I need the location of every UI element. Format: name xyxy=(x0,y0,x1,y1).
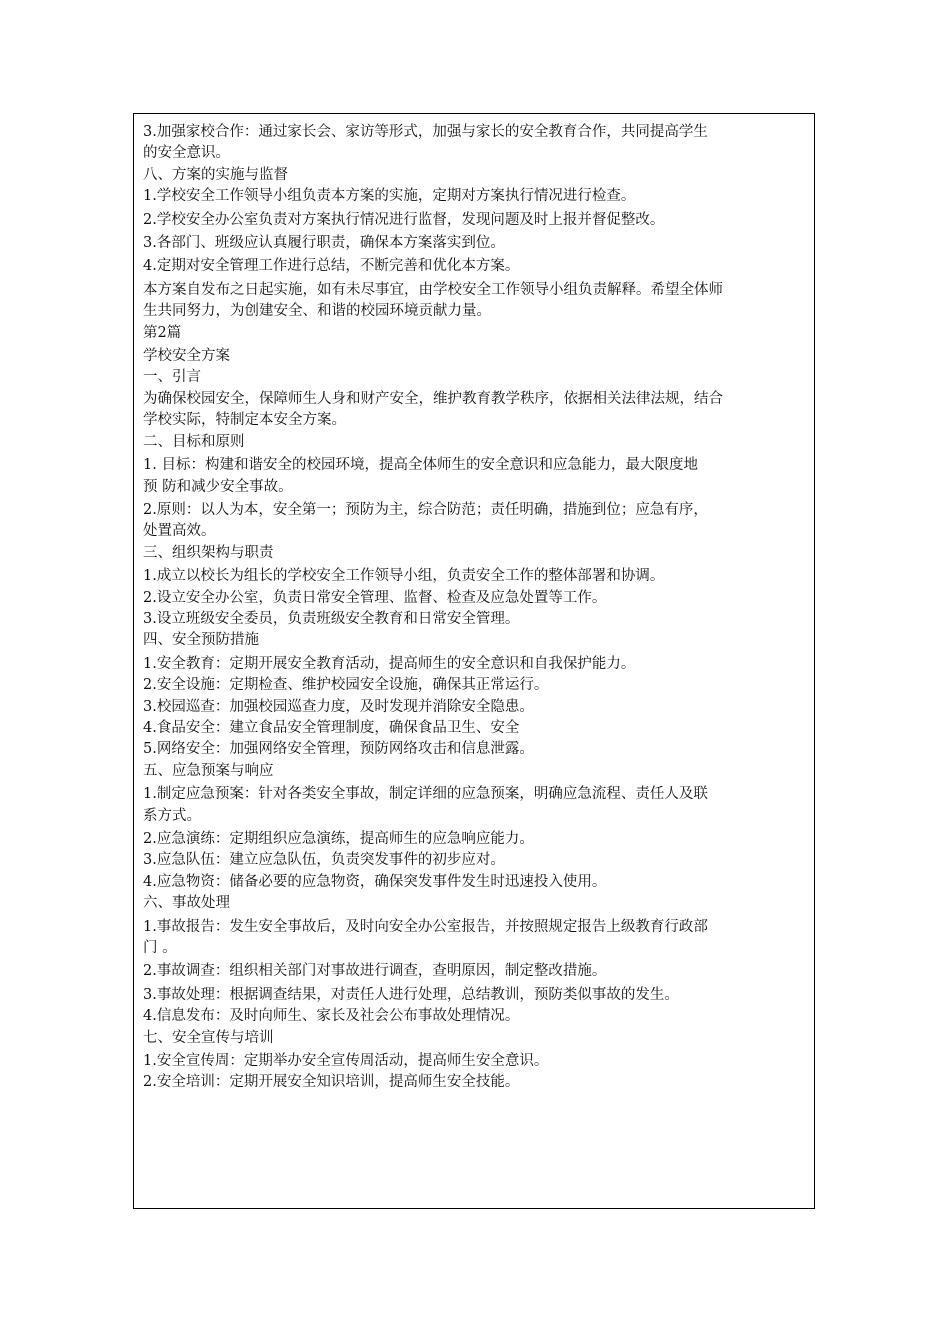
section-heading: 二、目标和原则 xyxy=(143,433,245,450)
section-heading: 八、方案的实施与监督 xyxy=(143,166,288,183)
list-item: 2.事故调查：组织相关部门对事故进行调查，查明原因，制定整改措施。 xyxy=(143,963,607,980)
document-body xyxy=(143,122,807,1094)
list-item: 3.校园巡查：加强校园巡查力度，及时发现并消除安全隐患。 xyxy=(143,698,534,715)
list-item: 1. 目标：构建和谐安全的校园环境，提高全体师生的安全意识和应急能力，最大限度地 xyxy=(143,457,698,474)
text-line: 处置高效。 xyxy=(143,523,216,540)
list-item: 1.安全宣传周：定期举办安全宣传周活动，提高师生安全意识。 xyxy=(143,1053,549,1070)
text-line: 门 。 xyxy=(143,940,177,957)
text-line: 生共同努力，为创建安全、和谐的校园环境贡献力量。 xyxy=(143,303,491,320)
part-heading: 第2篇 xyxy=(143,324,182,341)
text-line: 预 防和减少安全事故。 xyxy=(143,478,293,495)
section-heading: 五、应急预案与响应 xyxy=(143,762,274,779)
section-heading: 四、安全预防措施 xyxy=(143,632,259,649)
section-heading: 一、引言 xyxy=(143,369,201,386)
list-item: 4.信息发布：及时向师生、家长及社会公布事故处理情况。 xyxy=(143,1008,520,1025)
list-item: 3.应急队伍：建立应急队伍，负责突发事件的初步应对。 xyxy=(143,852,505,869)
list-item: 2.安全培训：定期开展安全知识培训，提高师生安全技能。 xyxy=(143,1074,520,1091)
list-item: 2.应急演练：定期组织应急演练，提高师生的应急响应能力。 xyxy=(143,831,534,847)
list-item: 3.各部门、班级应认真履行职责，确保本方案落实到位。 xyxy=(143,235,505,252)
list-item: 2.原则：以人为本，安全第一；预防为主，综合防范；责任明确，措施到位；应急有序， xyxy=(143,501,708,518)
section-heading: 七、安全宣传与培训 xyxy=(143,1029,274,1046)
document-frame xyxy=(133,113,815,1209)
list-item: 4.应急物资：储备必要的应急物资，确保突发事件发生时迅速投入使用。 xyxy=(143,873,607,890)
list-item: 2.设立安全办公室，负责日常安全管理、监督、检查及应急处置等工作。 xyxy=(143,589,607,606)
list-item: 4.定期对安全管理工作进行总结，不断完善和优化本方案。 xyxy=(143,258,520,275)
text-line: 系方式。 xyxy=(143,807,201,824)
list-item: 3.事故处理：根据调查结果，对责任人进行处理，总结教训，预防类似事故的发生。 xyxy=(143,986,679,1003)
list-item: 2.安全设施：定期检查、维护校园安全设施，确保其正常运行。 xyxy=(143,677,549,694)
text-line: 3.加强家校合作：通过家长会、家访等形式，加强与家长的安全教育合作，共同提高学生 xyxy=(143,124,708,140)
list-item: 2.学校安全办公室负责对方案执行情况进行监督，发现问题及时上报并督促整改。 xyxy=(143,211,665,228)
text-line: 为确保校园安全，保障师生人身和财产安全，维护教育教学秩序，依据相关法律法规，结合 xyxy=(143,390,723,407)
list-item: 1.安全教育：定期开展安全教育活动，提高师生的安全意识和自我保护能力。 xyxy=(143,655,636,672)
section-heading: 六、事故处理 xyxy=(143,895,230,912)
list-item: 3.设立班级安全委员，负责班级安全教育和日常安全管理。 xyxy=(143,610,520,627)
list-item: 4.食品安全：建立食品安全管理制度，确保食品卫生、安全 xyxy=(143,719,520,736)
text-line: 学校实际，特制定本安全方案。 xyxy=(143,412,346,429)
list-item: 1.制定应急预案：针对各类安全事故，制定详细的应急预案，明确应急流程、责任人及联 xyxy=(143,786,708,803)
document-title: 学校安全方案 xyxy=(143,348,230,365)
list-item: 1.学校安全工作领导小组负责本方案的实施，定期对方案执行情况进行检查。 xyxy=(143,188,636,205)
list-item: 1.事故报告：发生安全事故后，及时向安全办公室报告，并按照规定报告上级教育行政部 xyxy=(143,918,708,935)
list-item: 1.成立以校长为组长的学校安全工作领导小组，负责安全工作的整体部署和协调。 xyxy=(143,568,665,585)
text-line: 本方案自发布之日起实施，如有未尽事宜，由学校安全工作领导小组负责解释。希望全体师 xyxy=(143,281,723,298)
text-line: 的安全意识。 xyxy=(143,145,230,162)
list-item: 5.网络安全：加强网络安全管理，预防网络攻击和信息泄露。 xyxy=(143,741,534,758)
section-heading: 三、组织架构与职责 xyxy=(143,544,274,561)
